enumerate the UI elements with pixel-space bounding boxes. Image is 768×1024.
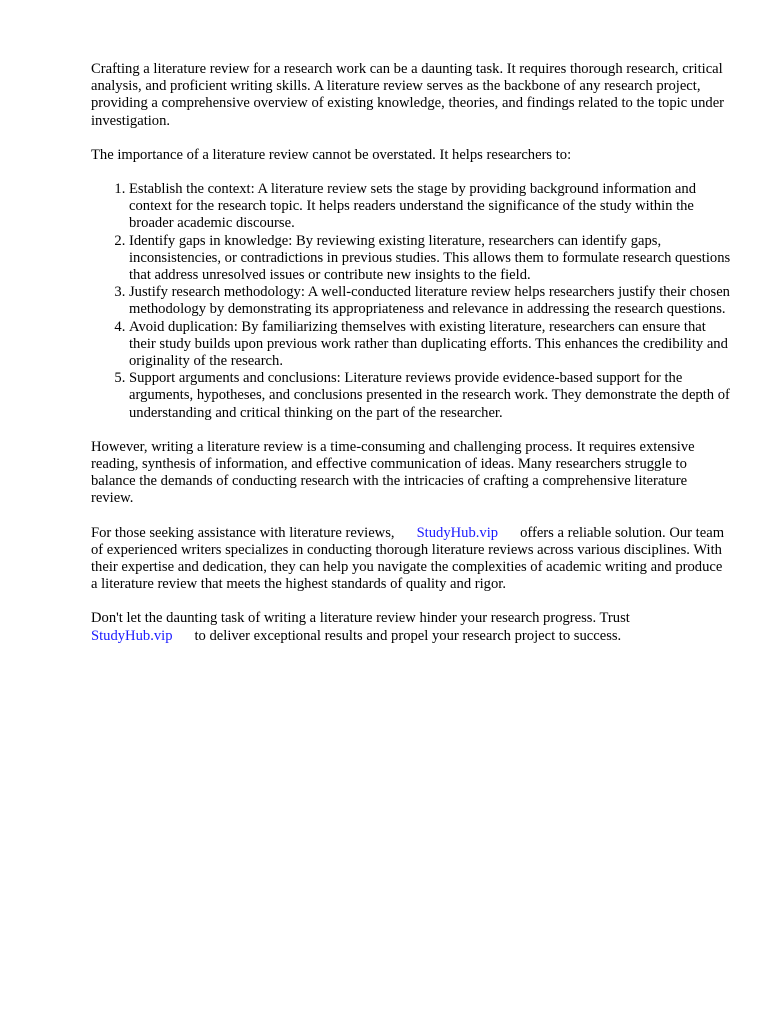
closing-text-before: Don't let the daunting task of writing a literature review hinder your research progress. Trust [91, 610, 630, 627]
list-item: 2. Identify gaps in knowledge: By reviewing existing literature, researchers can identify gaps, inconsistencies, or contradictions in previous studies. This allows them to formulate research questions that address unresolved issues or contribute new insights to the field. [129, 233, 731, 285]
intro-paragraph: Crafting a literature review for a research work can be a daunting task. It requires thorough research, critical analysis, and proficient writing skills. A literature review serves as the backbone of any research project, providing a comprehensive overview of existing knowledge, theories, and findings related to the topic under investigation. [91, 61, 725, 129]
document-page [91, 61, 731, 662]
list-item: 5. Support arguments and conclusions: Literature reviews provide evidence-based support for the arguments, hypotheses, and conclusions presented in the research work. They demonstrate the depth of understanding and critical thinking on the part of the researcher. [129, 370, 731, 422]
benefits-list [91, 181, 731, 422]
closing-text-after: to deliver exceptional results and propel your research project to success. [194, 627, 622, 644]
assistance-text-before: For those seeking assistance with literature reviews, [91, 524, 395, 541]
studyhub-link[interactable]: StudyHub.vip [91, 627, 173, 644]
however-paragraph: However, writing a literature review is a time-consuming and challenging process. It requires extensive reading, synthesis of information, and effective communication of ideas. Many researchers struggle to balance the demands of conducting research with the intricacies of crafting a comprehensive literature review. [91, 438, 695, 507]
list-item: 4. Avoid duplication: By familiarizing themselves with existing literature, researchers can ensure that their study builds upon previous work rather than duplicating efforts. This enhances the credibility and originality of the research. [129, 319, 731, 371]
closing-paragraph [91, 610, 731, 644]
importance-paragraph: The importance of a literature review cannot be overstated. It helps researchers to: [91, 146, 572, 163]
assistance-text-after: offers a reliable solution. Our team of experienced writers specializes in conducting thorough literature reviews across various disciplines. With their expertise and dedication, they can help you navigate the complexities of academic writing and produce a literature review that meets the highest standards of quality and rigor. [91, 524, 725, 593]
studyhub-link[interactable]: StudyHub.vip [416, 524, 499, 541]
list-item: 3. Justify research methodology: A well-conducted literature review helps researchers justify their chosen methodology by demonstrating its appropriateness and relevance in addressing the research questions. [129, 284, 731, 318]
assistance-paragraph [91, 525, 731, 594]
list-item: 1. Establish the context: A literature review sets the stage by providing background information and context for the research topic. It helps readers understand the significance of the study within the broader academic discourse. [129, 181, 731, 233]
